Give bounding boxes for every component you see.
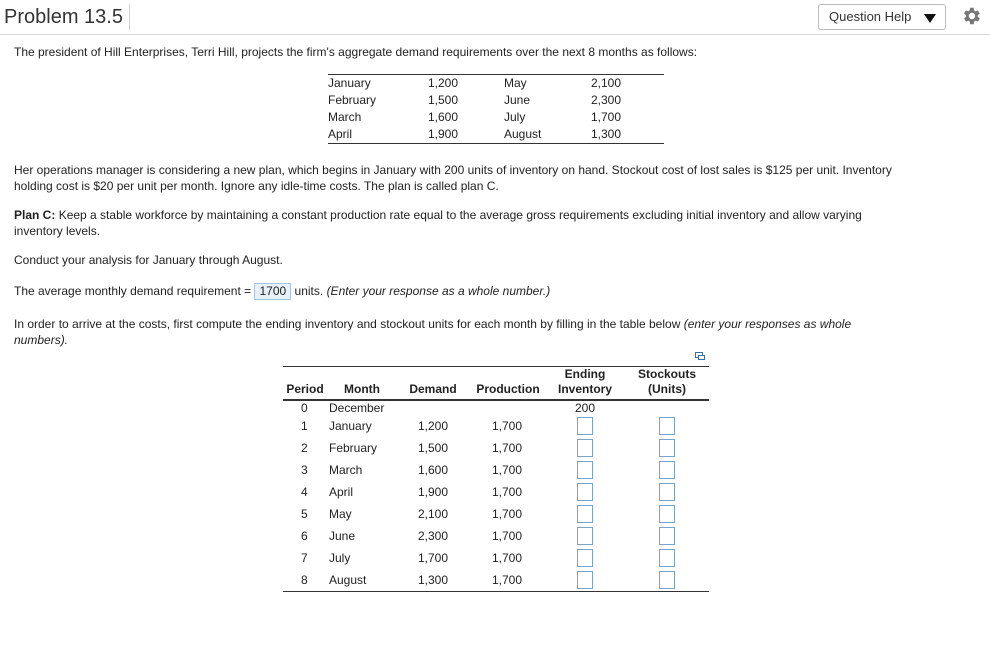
demand-row [328,109,664,126]
demand-value: 1,600 [428,110,459,124]
period-cell: 2 [301,441,308,455]
average-demand-line [14,283,550,300]
demand-cell: 1,300 [418,573,449,587]
stockouts-input[interactable] [659,483,675,501]
demand-value: 1,700 [591,110,622,124]
caret-down-icon [924,14,936,23]
instruction-note-cont: numbers). [14,333,69,347]
col-ending-2: Inventory [557,382,612,396]
production-cell: 1,700 [492,441,523,455]
paragraph-line: Her operations manager is considering a new plan, which begins in January with 200 units of inventory on hand. Stockout cost of lost sales is $125 per unit. Inventory [14,163,892,177]
demand-cell: 1,900 [418,485,449,499]
production-cell: 1,700 [492,551,523,565]
demand-cell: 1,600 [418,463,449,477]
month-cell: March [329,463,363,477]
conduct-text: Conduct your analysis for January through August. [14,253,283,267]
question-help-label: Question Help [829,9,912,24]
ending-inventory-input[interactable] [577,439,593,457]
stockouts-input[interactable] [659,417,675,435]
period-cell: 7 [301,551,308,565]
production-cell: 1,700 [492,463,523,477]
col-production: Production [476,382,540,396]
gear-icon[interactable] [960,5,982,27]
period-cell: 0 [301,401,308,415]
demand-row [328,126,664,143]
col-ending-1: Ending [564,367,606,381]
plan-description [14,207,862,239]
period-cell: 3 [301,463,308,477]
instruction-main: In order to arrive at the costs, first compute the ending inventory and stockout units for each month by filling in the table below [14,317,681,331]
header-bar [0,0,990,35]
ending-inventory-input[interactable] [577,461,593,479]
demand-table [328,74,664,144]
stockouts-input[interactable] [659,461,675,479]
month-cell: April [329,485,354,499]
intro-text: The president of Hill Enterprises, Terri Hill, projects the firm's aggregate demand requirements over the next 8 months as follows: [14,45,698,59]
plan-label: Plan C: [14,208,56,222]
col-period: Period [286,382,324,396]
stockouts-input[interactable] [659,505,675,523]
demand-value: 2,100 [591,76,622,90]
demand-value: 1,900 [428,127,459,141]
table-row [283,437,709,459]
month-cell: June [329,529,356,543]
ending-inventory-input[interactable] [577,527,593,545]
month-name: May [504,76,527,90]
demand-cell: 2,100 [418,507,449,521]
month-cell: August [329,573,367,587]
instruction-note: (enter your responses as whole [683,317,852,331]
paragraph-line: holding cost is $20 per unit per month. Ignore any idle-time costs. The plan is called plan C. [14,179,499,193]
paragraph-operations [14,162,892,194]
ending-inventory-cell: 200 [575,401,596,415]
month-cell: December [329,401,385,415]
month-name: February [328,93,377,107]
table-row [283,569,709,591]
production-cell: 1,700 [492,485,523,499]
ending-inventory-input[interactable] [577,549,593,567]
demand-value: 1,200 [428,76,459,90]
month-name: July [504,110,526,124]
col-demand: Demand [409,382,457,396]
plan-text-cont: inventory levels. [14,224,101,238]
month-cell: May [329,507,352,521]
demand-cell: 2,300 [418,529,449,543]
month-name: March [328,110,362,124]
table-bottom-rule [283,591,709,592]
col-stockouts-2: (Units) [648,382,686,396]
avg-suffix: units. [294,284,324,298]
production-cell: 1,700 [492,507,523,521]
period-cell: 4 [301,485,308,499]
month-name: January [328,76,371,90]
period-cell: 6 [301,529,308,543]
demand-cell: 1,500 [418,441,449,455]
ending-inventory-input[interactable] [577,417,593,435]
stockouts-input[interactable] [659,571,675,589]
table-row [283,547,709,569]
period-cell: 5 [301,507,308,521]
instruction-text [14,316,851,348]
page-title: Problem 13.5 [4,4,130,30]
demand-cell: 1,200 [418,419,449,433]
ending-inventory-input[interactable] [577,571,593,589]
demand-cell: 1,700 [418,551,449,565]
table-row [283,415,709,437]
production-cell: 1,700 [492,529,523,543]
month-name: April [328,127,353,141]
period-cell: 8 [301,573,308,587]
ending-inventory-input[interactable] [577,483,593,501]
question-help-button[interactable] [818,4,946,30]
stockouts-input[interactable] [659,549,675,567]
table-row [283,525,709,547]
production-cell: 1,700 [492,419,523,433]
col-stockouts-1: Stockouts [637,367,696,381]
month-cell: February [329,441,378,455]
plan-text: Keep a stable workforce by maintaining a constant production rate equal to the average gross requirements excluding initial inventory and allow varying [58,208,862,222]
month-cell: January [329,419,372,433]
production-cell: 1,700 [492,573,523,587]
table-header [283,367,709,401]
month-cell: July [329,551,351,565]
demand-value: 1,500 [428,93,459,107]
avg-demand-answer[interactable]: 1700 [254,283,291,300]
table-row [283,481,709,503]
table-row [283,503,709,525]
demand-row [328,75,664,92]
month-name: August [504,127,542,141]
demand-value: 1,300 [591,127,622,141]
month-name: June [504,93,531,107]
avg-note: (Enter your response as a whole number.) [326,284,551,298]
table-row-start [283,401,709,415]
copy-table-icon[interactable] [695,352,705,360]
demand-value: 2,300 [591,93,622,107]
stockouts-input[interactable] [659,527,675,545]
table-row [283,459,709,481]
col-month: Month [344,382,380,396]
stockouts-input[interactable] [659,439,675,457]
demand-row [328,92,664,109]
period-cell: 1 [301,419,308,433]
ending-inventory-input[interactable] [577,505,593,523]
avg-prefix: The average monthly demand requirement = [14,284,252,298]
inventory-table [283,366,709,592]
